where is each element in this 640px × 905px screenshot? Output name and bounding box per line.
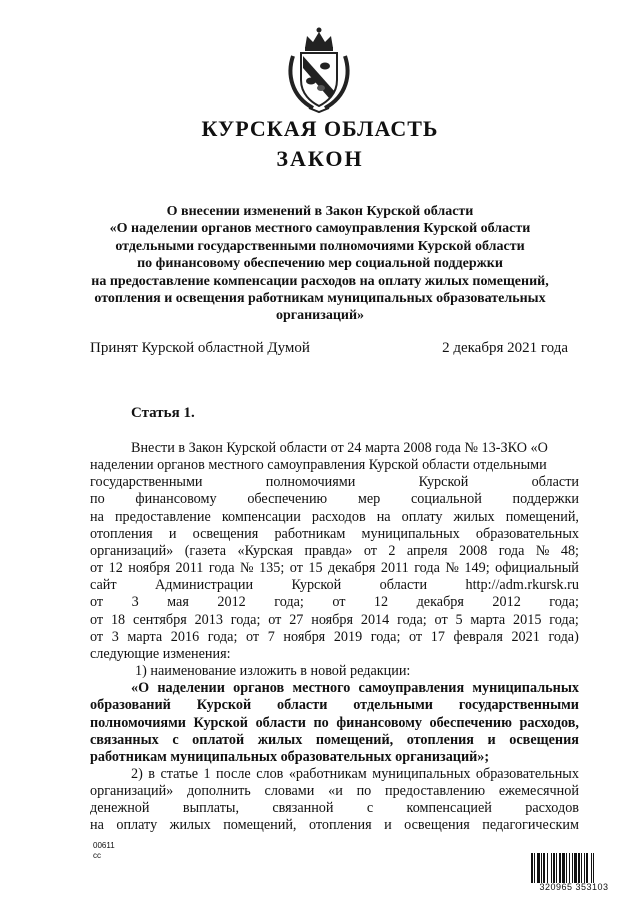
article-line [90,732,579,749]
word: 12 [373,594,389,611]
word: 2016 [170,628,200,645]
word: «О [131,680,150,697]
word: по [90,491,105,508]
word: помещений, [505,508,579,525]
word: 12 [108,560,123,577]
barcode-bar [591,853,592,883]
word: 15 [308,560,323,577]
article-line [90,457,579,474]
word: области [531,474,579,491]
article-line [90,509,579,526]
article-line [90,526,579,543]
word: ежемесячной [498,783,579,800]
article-line [90,680,579,697]
word: 17 [430,628,445,645]
word: года; [397,611,427,628]
word: от [90,594,104,611]
word: 1) наименование изложить в новой редакции: [135,663,411,680]
word: официальный [495,560,579,577]
barcode-bar [537,853,540,883]
word: № [445,560,459,577]
barcode-bar [531,853,533,883]
word: сайт [90,577,117,594]
word: организаций» [90,542,174,559]
word: 149; [464,560,490,577]
article-line [90,543,579,560]
word: 18 [110,611,126,628]
word: года; [274,594,304,611]
word: статье [160,765,199,782]
word: «и [328,783,343,800]
word: ноября [128,560,171,577]
barcode-bar [569,853,570,883]
word: ноября [283,628,326,645]
word: мая [167,594,189,611]
word: 2012 [217,594,246,611]
word: работникам муниципальных образовательных организаций»; [90,748,490,765]
word: муниципальных [472,680,579,697]
barcode-bar [574,853,577,883]
word: помещений, [315,731,394,748]
barcode-bar [541,853,542,883]
subject-line: на предоставление компенсации расходов на оплату жилых помещений, [91,273,549,289]
word: Курской [193,714,248,731]
word: ноября [311,611,354,628]
word: 2015 [513,611,542,628]
word: жилых [257,731,303,748]
word: от [90,560,104,577]
word: 2011 [380,560,409,577]
operator-initials: сс [93,851,101,860]
word: № [535,542,550,559]
barcode-bar [534,853,535,883]
word: на [376,508,391,525]
word: Курской [418,474,469,491]
word: 3 [131,594,139,611]
word: в [148,765,155,782]
subject-line: организаций» [275,308,365,324]
word: Внести в Закон Курской области от 24 марта 2008 года № 13-ЗКО «О [131,440,548,456]
word: сентября [132,611,187,628]
word: связанных [90,731,159,748]
word: от [90,628,104,645]
subject-line: по финансовому обеспечению мер социальной поддержки [137,256,503,272]
article-line [90,560,579,577]
word: 1 [203,765,211,782]
word: наделении [157,680,225,697]
article-line [90,440,579,457]
word: (газета [184,542,227,559]
word: жилых [453,508,495,525]
subject-line: отопления и освещения работникам муниципальных образовательных [94,291,546,307]
barcode-bar [581,853,582,883]
barcode-number: 320965 353103 [539,882,609,892]
article-line [90,612,579,629]
subject-line: О внесении изменений в Закон Курской области [166,204,474,219]
word: государственными [90,474,203,491]
word: «Курская [237,542,294,559]
word: денежной [90,800,150,817]
article-line [90,629,579,646]
article-line [90,646,579,663]
word: 2019 [333,628,363,645]
barcode-bar [547,853,548,883]
word: расходов [525,800,579,817]
word: работникам [274,525,346,542]
article-line [90,577,579,594]
word: года; [549,594,579,611]
word: от [90,611,104,628]
word: года; [549,611,579,628]
word: года [414,560,440,577]
article-heading: Статья 1. [131,405,195,421]
word: образовательных [475,525,579,542]
article-line [90,715,579,732]
word: «работникам [288,765,367,782]
word: и [487,731,496,748]
subject-line: отдельными государственными полномочиями Курской области [115,238,525,254]
word: самоуправления [358,680,465,697]
word: обеспечению [429,714,512,731]
word: отопления [308,817,372,834]
barcode-bar [572,853,573,883]
word: 135; [259,560,285,577]
word: года; [230,611,261,628]
article-body [90,440,579,835]
word: от [409,628,423,645]
barcode-bar [559,853,561,883]
barcode-bars [531,853,617,883]
word: обеспечению [247,491,328,508]
barcode-bar [551,853,552,883]
word: апреля [406,542,448,559]
word: словами [264,783,315,800]
adoption-date: 2 декабря 2021 года [442,340,568,356]
word: поддержки [512,491,579,508]
article-line [90,594,579,611]
word: от [332,594,346,611]
word: полномочиями [265,474,356,491]
word: полномочиями [90,714,186,731]
word: с [366,800,374,817]
word: мер [357,491,381,508]
word: от [434,611,448,628]
kursk-coat-of-arms-icon [283,26,355,114]
word: финансовому [336,714,422,731]
word: 2 [388,542,396,559]
word: 27 [289,611,304,628]
region-title: КУРСКАЯ ОБЛАСТЬ [201,116,439,141]
barcode-bar [556,853,557,883]
word: компенсацией [406,800,492,817]
word: области [277,697,328,714]
word: образовательных [475,765,579,782]
word: Курской [291,577,342,594]
word: с [172,731,179,748]
barcode-bar [562,853,565,883]
word: педагогическим [482,817,579,834]
word: года [498,542,525,559]
word: расходов [311,508,366,525]
article-line [90,491,579,508]
word: оплату [401,508,443,525]
word: освещения [404,817,470,834]
barcode-bar [578,853,580,883]
word: Курской [196,697,252,714]
law-subject [70,203,570,325]
word: на [90,817,104,834]
word: от [268,611,282,628]
barcode-bar [586,853,588,883]
word: года; [370,628,401,645]
word: от [363,542,377,559]
word: от [246,628,260,645]
word: освещения [192,525,259,542]
word: наделении органов местного самоуправления Курской области отдельными [90,457,547,474]
word: 3 [111,628,119,645]
word: декабря [328,560,376,577]
word: государственными [458,697,579,714]
word: и [384,817,392,834]
word: отопления [90,525,153,542]
word: от [289,560,303,577]
word: года; [207,628,238,645]
barcode-bar [553,853,555,883]
barcode-bar [584,853,585,883]
word: органов [233,680,285,697]
word: организаций» [90,783,174,800]
word: оплатой [192,731,245,748]
word: марта [470,611,506,628]
word: предоставление [114,508,211,525]
word: года [208,560,235,577]
word: 2008 [458,542,488,559]
barcode-bar [593,853,594,883]
word: 2013 [194,611,223,628]
word: оплату [116,817,158,834]
word: социальной [410,491,482,508]
word: 2014 [360,611,390,628]
word: слов [256,765,284,782]
word: по [313,714,329,731]
word: марта [127,628,163,645]
word: года) [548,628,579,645]
article-line [90,766,579,783]
word: области [379,577,428,594]
word: помещений, [223,817,297,834]
word: 48; [560,542,579,559]
word: образований [90,697,171,714]
barcode-bar [566,853,567,883]
word: местного [292,680,351,697]
word: предоставлению [385,783,486,800]
article-line [90,697,579,714]
article-line [90,474,579,491]
document-code: 00611 [93,841,115,850]
subject-line: «О наделении органов местного самоуправления Курской области [109,221,531,237]
word: декабря [416,594,464,611]
word: после [216,765,251,782]
word: компенсации [221,508,301,525]
article-line [90,800,579,817]
word: 2021 [511,628,540,645]
article-line [90,749,579,766]
word: отопления [406,731,474,748]
word: февраля [453,628,503,645]
document-type-title: ЗАКОН [276,146,364,171]
barcode [531,853,617,893]
word: области [255,714,306,731]
word: дополнить [187,783,251,800]
word: Администрации [154,577,254,594]
word: связанной [272,800,334,817]
word: http://adm.rkursk.ru [465,577,579,594]
word: жилых [169,817,211,834]
word: отдельными [353,697,433,714]
word: и [168,525,177,542]
word: освещения [509,731,579,748]
word: на [90,508,104,525]
word: по [356,783,372,800]
word: 5 [455,611,463,628]
word: муниципальных [361,525,460,542]
word: 7 [267,628,275,645]
adopted-by: Принят Курской областной Думой [90,340,310,356]
word: выплаты, [182,800,239,817]
word: расходов, [519,714,579,731]
barcode-bar [543,853,545,883]
word: 2012 [492,594,521,611]
footer-code [93,841,115,861]
article-line [90,783,579,800]
word: финансовому [135,491,217,508]
word: 2) [131,765,143,782]
word: муниципальных [372,765,471,782]
article-line [90,663,579,680]
article-line [90,817,579,834]
word: № [240,560,254,577]
word: правда» [304,542,353,559]
word: следующие изменения: [90,645,231,662]
word: 2011 [175,560,204,577]
